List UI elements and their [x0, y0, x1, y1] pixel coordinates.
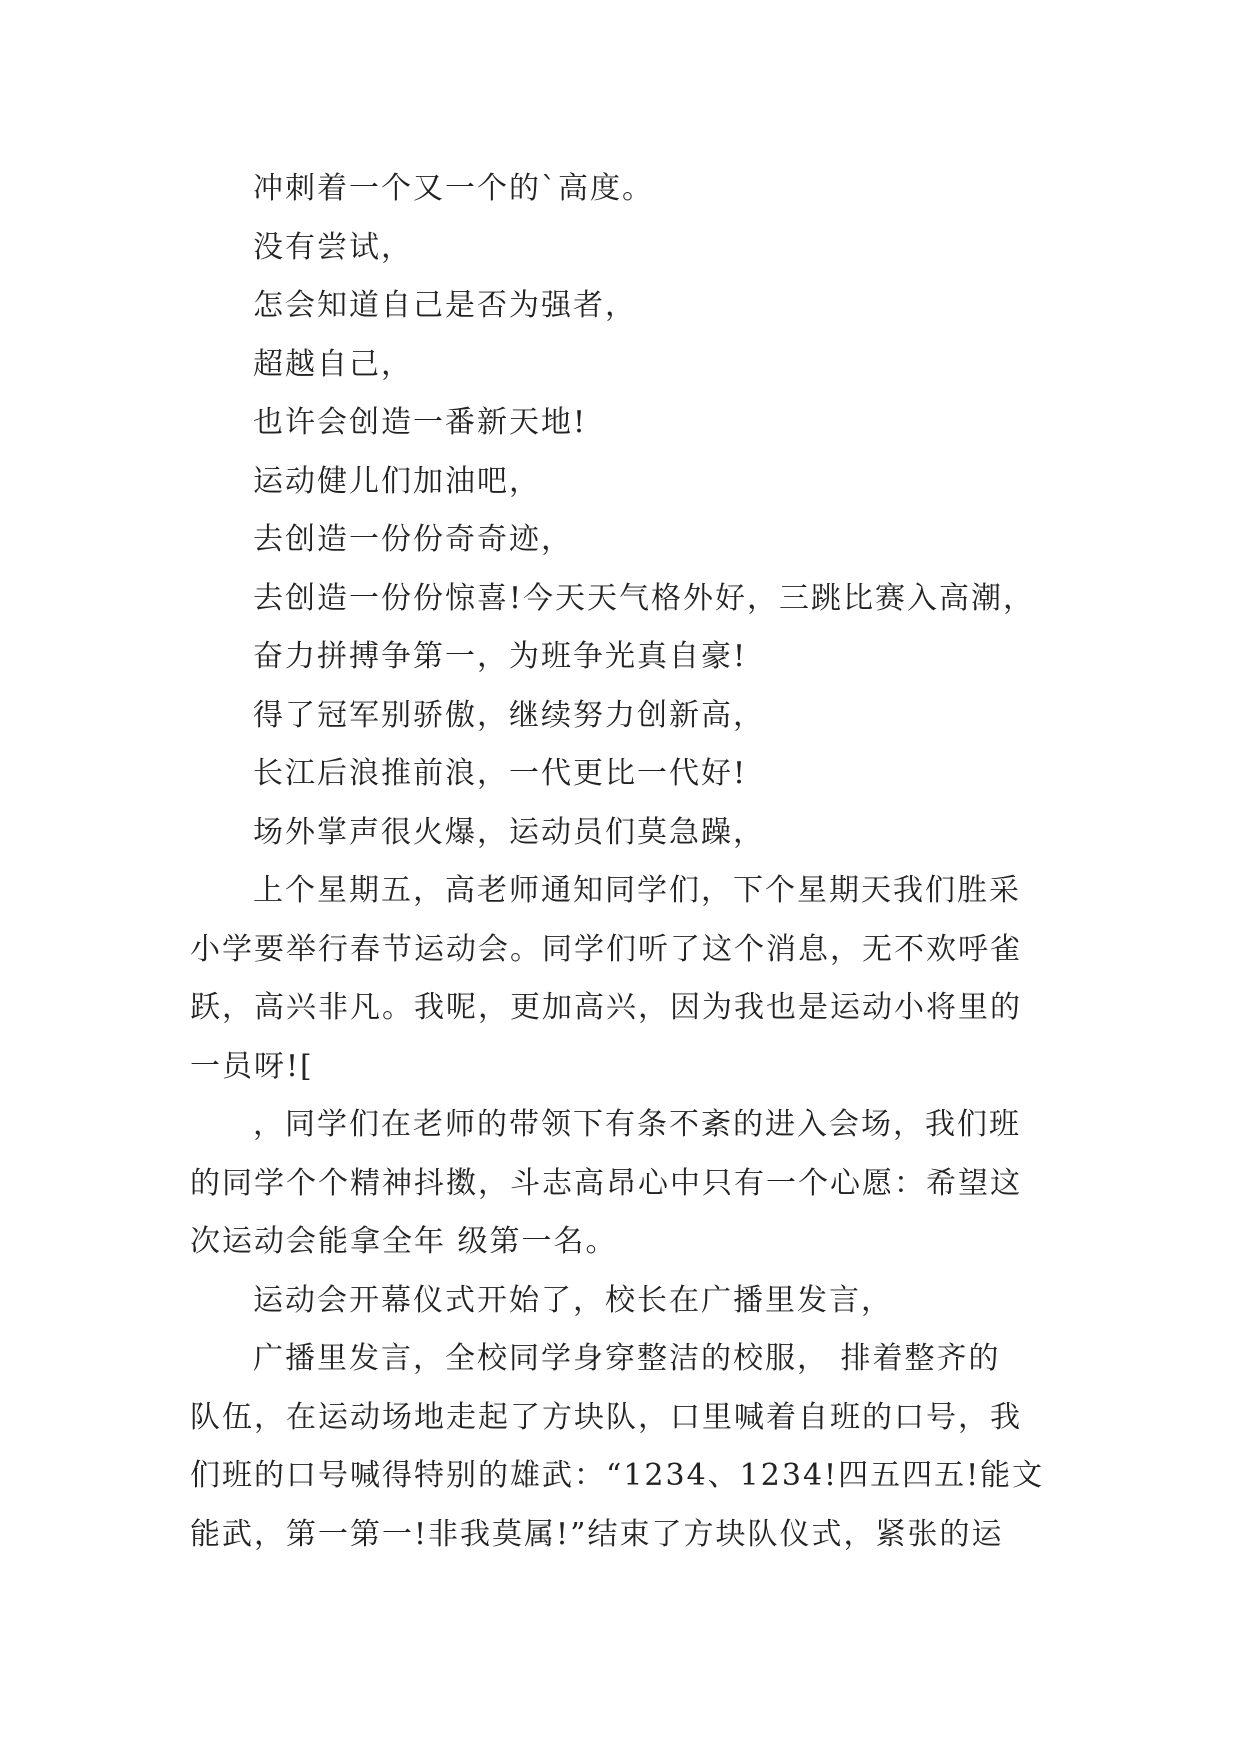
text-line: 们班的口号喊得特别的雄武：“1234、1234!四五四五!能文 [190, 1458, 1045, 1493]
text-line: 广播里发言，全校同学身穿整洁的校服， 排着整齐的 [253, 1341, 1001, 1376]
text-line: 得了冠军别骄傲，继续努力创新高， [253, 697, 765, 733]
text-line: 没有尝试， [253, 229, 413, 265]
text-line: 一员呀![ [190, 1048, 314, 1084]
text-line: 超越自己， [253, 346, 413, 382]
text-line: 次运动会能拿全年 级第一名。 [190, 1224, 618, 1259]
text-line: 去创造一份份奇奇迹， [253, 522, 573, 557]
text-line: 也许会创造一番新天地! [253, 405, 588, 440]
text-line: 能武，第一第一!非我莫属!”结束了方块队仪式，紧张的运 [190, 1516, 1004, 1552]
text-line: 冲刺着一个又一个的`高度。 [253, 171, 654, 206]
text-line: 小学要举行春节运动会。同学们听了这个消息，无不欢呼雀 [190, 931, 1022, 967]
text-line: 场外掌声很火爆，运动员们莫急躁， [253, 814, 765, 850]
text-line: 奋力拼搏争第一，为班争光真自豪! [253, 639, 748, 674]
text-line: 运动健儿们加油吧， [253, 463, 541, 499]
text-line: 上个星期五，高老师通知同学们，下个星期天我们胜采 [253, 873, 1021, 908]
text-line: 长江后浪推前浪，一代更比一代好! [253, 756, 748, 791]
text-line: 的同学个个精神抖擞，斗志高昂心中只有一个心愿：希望这 [190, 1165, 1022, 1201]
document-body [190, 160, 1060, 1564]
text-line: 跃，高兴非凡。我呢，更加高兴，因为我也是运动小将里的 [190, 990, 1022, 1025]
text-line: ，同学们在老师的带领下有条不紊的进入会场，我们班 [253, 1107, 1021, 1142]
text-line: 运动会开幕仪式开始了，校长在广播里发言， [253, 1282, 893, 1318]
text-line: 队伍，在运动场地走起了方块队，口里喊着自班的口号，我 [190, 1399, 1022, 1435]
text-line: 去创造一份份惊喜!今天天气格外好，三跳比赛入高潮， [253, 580, 1036, 616]
text-line: 怎会知道自己是否为强者， [253, 288, 637, 323]
